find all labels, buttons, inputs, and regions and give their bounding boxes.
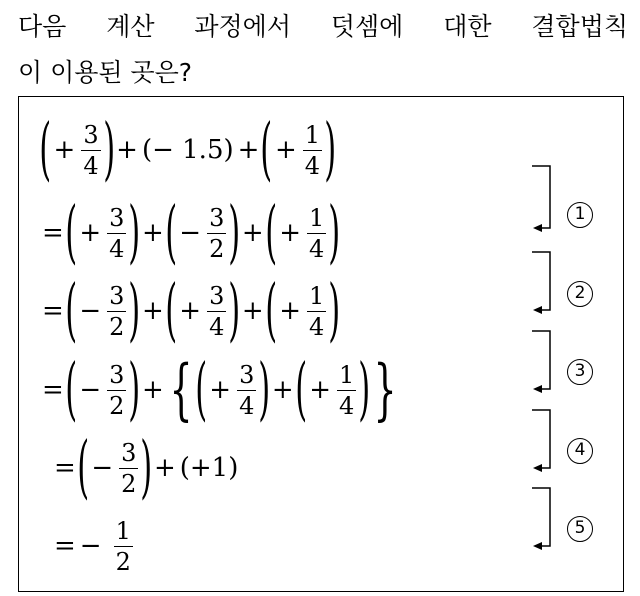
step-1: = ( + $\frac{3}{4}$ ) + ( − $\frac{3}{2}$ ) + ( + $\frac{1}{4}$ ) bbox=[42, 193, 341, 272]
term-a: ( + $\frac{3}{4}$ ) bbox=[39, 110, 115, 189]
choice-3[interactable]: 3 bbox=[567, 359, 593, 385]
fraction: $\frac{3}{2}$ bbox=[209, 203, 225, 263]
fraction: $\frac{1}{2}$ bbox=[115, 516, 131, 576]
choice-4[interactable]: 4 bbox=[567, 438, 593, 464]
fraction: $\frac{1}{4}$ bbox=[309, 281, 325, 341]
choice-5[interactable]: 5 bbox=[567, 516, 593, 542]
question-line-1: 다음 계산 과정에서 덧셈에 대한 결합법칙 bbox=[18, 12, 628, 41]
fraction: $\frac{3}{2}$ bbox=[109, 281, 125, 341]
fraction: $\frac{3}{4}$ bbox=[239, 360, 255, 420]
fraction: $\frac{3}{4}$ bbox=[83, 120, 99, 180]
step-2: = ( − $\frac{3}{2}$ ) + ( + $\frac{3}{4}$ ) + ( + $\frac{1}{4}$ ) bbox=[42, 271, 341, 350]
step-4: = ( − $\frac{3}{2}$ ) + (+1) bbox=[54, 428, 239, 507]
choice-1[interactable]: 1 bbox=[567, 202, 593, 228]
fraction: $\frac{1}{4}$ bbox=[339, 360, 355, 420]
term-b: (− 1.5) bbox=[141, 135, 234, 165]
fraction: $\frac{3}{4}$ bbox=[209, 281, 225, 341]
fraction: $\frac{3}{2}$ bbox=[121, 438, 137, 498]
step-3: = ( − $\frac{3}{2}$ ) + { ( + $\frac{3}{4}$ ) + ( + $\frac{1}{4}$ ) } bbox=[42, 350, 397, 429]
fraction: $\frac{3}{4}$ bbox=[109, 203, 125, 263]
fraction: $\frac{3}{2}$ bbox=[109, 360, 125, 420]
question-text bbox=[18, 4, 628, 96]
choice-2[interactable]: 2 bbox=[567, 281, 593, 307]
fraction: $\frac{1}{4}$ bbox=[304, 120, 321, 180]
step-5: = − $\frac{1}{2}$ bbox=[54, 516, 131, 576]
question-line-2: 이 이용된 곳은? bbox=[18, 58, 193, 87]
step-0: ( + $\frac{3}{4}$ ) + (− 1.5) + ( + $\frac{1}{4}$ ) bbox=[39, 110, 337, 189]
fraction: $\frac{1}{4}$ bbox=[309, 203, 325, 263]
term-c: ( + $\frac{1}{4}$ ) bbox=[260, 110, 337, 189]
